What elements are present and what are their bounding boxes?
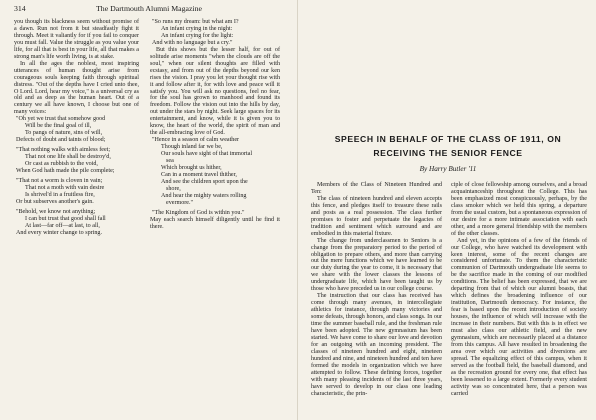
verse-line: "So runs my dream: but what am I?	[152, 19, 239, 25]
verse-quotation	[14, 116, 139, 236]
right-page-column-1	[311, 182, 442, 398]
paragraph: But this shows but the lesser half, for out of solitude arise moments "when the clouds are off the soul," when our silent thoughts are filled with ecstasy, and from out of the depths beyond our ken rises the vision. I pray you let your thought rise with it and follow after it, for with love and peace will it satisfy you. You will ask no questions, feel no fear, for the soul has grown to manhood and found its freedom. Follow the vision out into the hills by day, out under the stars by night. Seek large spaces for its entertainment, and know, while it is given you to know, the heart of the world, the spirit of man and the all-embracing love of God.	[150, 46, 280, 137]
verse-line: Though inland far we be,	[161, 144, 223, 151]
verse-line: "Behold, we know not anything;	[16, 208, 96, 215]
magazine-title: The Dartmouth Alumni Magazine	[96, 4, 202, 13]
verse-line: That not one life shall be destroy'd,	[25, 154, 111, 161]
verse-line: And hear the mighty waters rolling	[161, 192, 247, 199]
verse-line: "That nothing walks with aimless feet;	[16, 147, 111, 154]
paragraph: ciple of close fellowship among ourselves, and a broad acquaintanceship throughout the College. This has been emphasized most conspicuously, perhaps, by the class smoker which we held this spring, a departure from the usual custom, but a spontaneous expression of our desire for a more intimate association with each other, and a more general friendship with the members of the other classes.	[451, 182, 587, 237]
paragraph: In all the ages the noblest, most inspiring utterances of human thought arise from courageous souls keeping faith through spiritual distress. "Out of the depths have I cried unto thee, O Lord. Lord, hear my voice," is a universal cry as old and as deep as the human heart. Out of a century we all have known, I choose but one of many voices:	[14, 60, 139, 116]
verse-line: "Hence in a season of calm weather	[152, 137, 240, 144]
paragraph: you though its blackness seem without promise of a dawn. Run not from it but steadfastly fight it through. Meet it valiantly for if you fail to conquer you must fall. Value the struggle as you value your life, for all that is best in your life, all that makes a strong man's life worth living, is at stake.	[14, 19, 139, 60]
page-gutter	[297, 0, 298, 420]
verse-line: Or but subserves another's gain.	[16, 198, 94, 205]
article-title-line-1: SPEECH IN BEHALF OF THE CLASS OF 1911, ON	[334, 134, 562, 144]
verse-line: Which brought us hither,	[161, 165, 222, 172]
verse-line: Our souls have sight of that immortal	[161, 151, 253, 158]
verse-line: I can but trust that good shall fall	[25, 215, 106, 222]
verse-line: Will be the final goal of ill,	[25, 123, 92, 130]
verse-line: "That not a worm is cloven in vain;	[16, 177, 103, 184]
running-header	[14, 3, 284, 15]
article-byline: By Harry Butler '11	[419, 165, 477, 173]
verse-line: When God hath made the pile complete;	[16, 168, 115, 175]
verse-line: An infant crying for the light:	[161, 32, 234, 39]
verse-line: Is shrivel'd in a fruitless fire,	[25, 191, 95, 198]
verse-line: And see the children sport upon the	[161, 178, 248, 185]
verse-line: Or cast as rubbish to the void,	[25, 161, 98, 168]
verse-quotation	[150, 137, 280, 216]
verse-line: At last—far off—at last, to all,	[25, 222, 100, 229]
verse-line: "The Kingdom of God is within you."	[152, 209, 245, 216]
verse-line: An infant crying in the night:	[161, 25, 233, 32]
paragraph: May each search himself diligently until he find it there.	[150, 216, 280, 230]
page-number: 314	[14, 4, 26, 13]
right-page-column-2	[451, 182, 587, 398]
verse-line: And every winter change to spring.	[16, 229, 102, 236]
verse-quotation	[150, 19, 280, 47]
left-page-column-2	[150, 19, 280, 231]
paragraph: And yet, in the opinions of a few of the friends of our College, who have watched its development with keen interest, some of the recent changes are considered unfortunate. To them the characteristic communion of Dartmouth undergraduate life seems to be the sacrifice made in the coming of our modified conditions. The belief has been expressed, that we are departing from that of which our alumni boasts, that which defines the broadening influence of our institution, Dartmouth democracy. For instance, the fear is based upon the recent introduction of society houses, the influence of which will increase with the increase in their numbers. But with this is in effect we must also class our athletic field, and the new gymnasium, which are necessarily placed at a distance from this campus. All have resulted in broadening the area over which our activities and diversions are spread. The equalizing effect of this campus, when it served as the football field, the baseball diamond, and as the recreation ground for every one, that effect has been lessened to a large extent. Formerly every student activity was so concentrated here, that a person was carried	[451, 237, 587, 397]
article-title-line-2: RECEIVING THE SENIOR FENCE	[373, 148, 523, 158]
article-title	[311, 132, 585, 160]
verse-line: That not a moth with vain desire	[25, 184, 105, 191]
verse-line: evermore."	[166, 199, 194, 206]
left-page-column-1	[14, 19, 139, 237]
paragraph: The change from underclassmen to Seniors is a change from the preparatory period to the period of obligation to prepare others, and more than carrying out the mere functions which we have learned to be our duty during the year to come, it is necessary that we share with the lower classes the lessons of undergraduate life, which have been taught us by those who have preceded us in our college course.	[311, 237, 442, 293]
verse-line: Can in a moment travel thither,	[161, 171, 237, 178]
verse-line: And with no language but a cry."	[152, 39, 233, 46]
verse-line: shore,	[166, 185, 181, 192]
paragraph: The class of nineteen hundred and eleven accepts this fence, and pledges itself to treasure these rails and posts as a real possession. The class further promises to foster and perpetuate the legacies of tradition and sentiment which surround and are embodied in this material fixture.	[311, 195, 442, 237]
paragraph: The instruction that our class has received has come through many avenues, in intercollegiate athletics for instance, through many victories and some defeats, through honors, and class songs. In our time the summer baseball rule, and the freshman rule have been adopted. The new gymnasium has been started. We have come to share our love and devotion for an outgoing with an incoming president. The classes of nineteen hundred and eight, nineteen hundred and nine, and nineteen hundred and ten have formed the models in organization which we have attempted to follow. These defining forces, together with many pleasing incidents of the last three years, have served to develop in our class one leading characteristic, the prin-	[311, 293, 442, 397]
verse-line: sea	[166, 158, 174, 165]
verse-line: Defects of doubt and taints of blood;	[16, 137, 106, 144]
verse-line: "Oh yet we trust that somehow good	[16, 116, 106, 123]
paragraph: Members of the Class of Nineteen Hundred and Ten:	[311, 182, 442, 195]
verse-line: To pangs of nature, sins of will,	[25, 130, 103, 137]
